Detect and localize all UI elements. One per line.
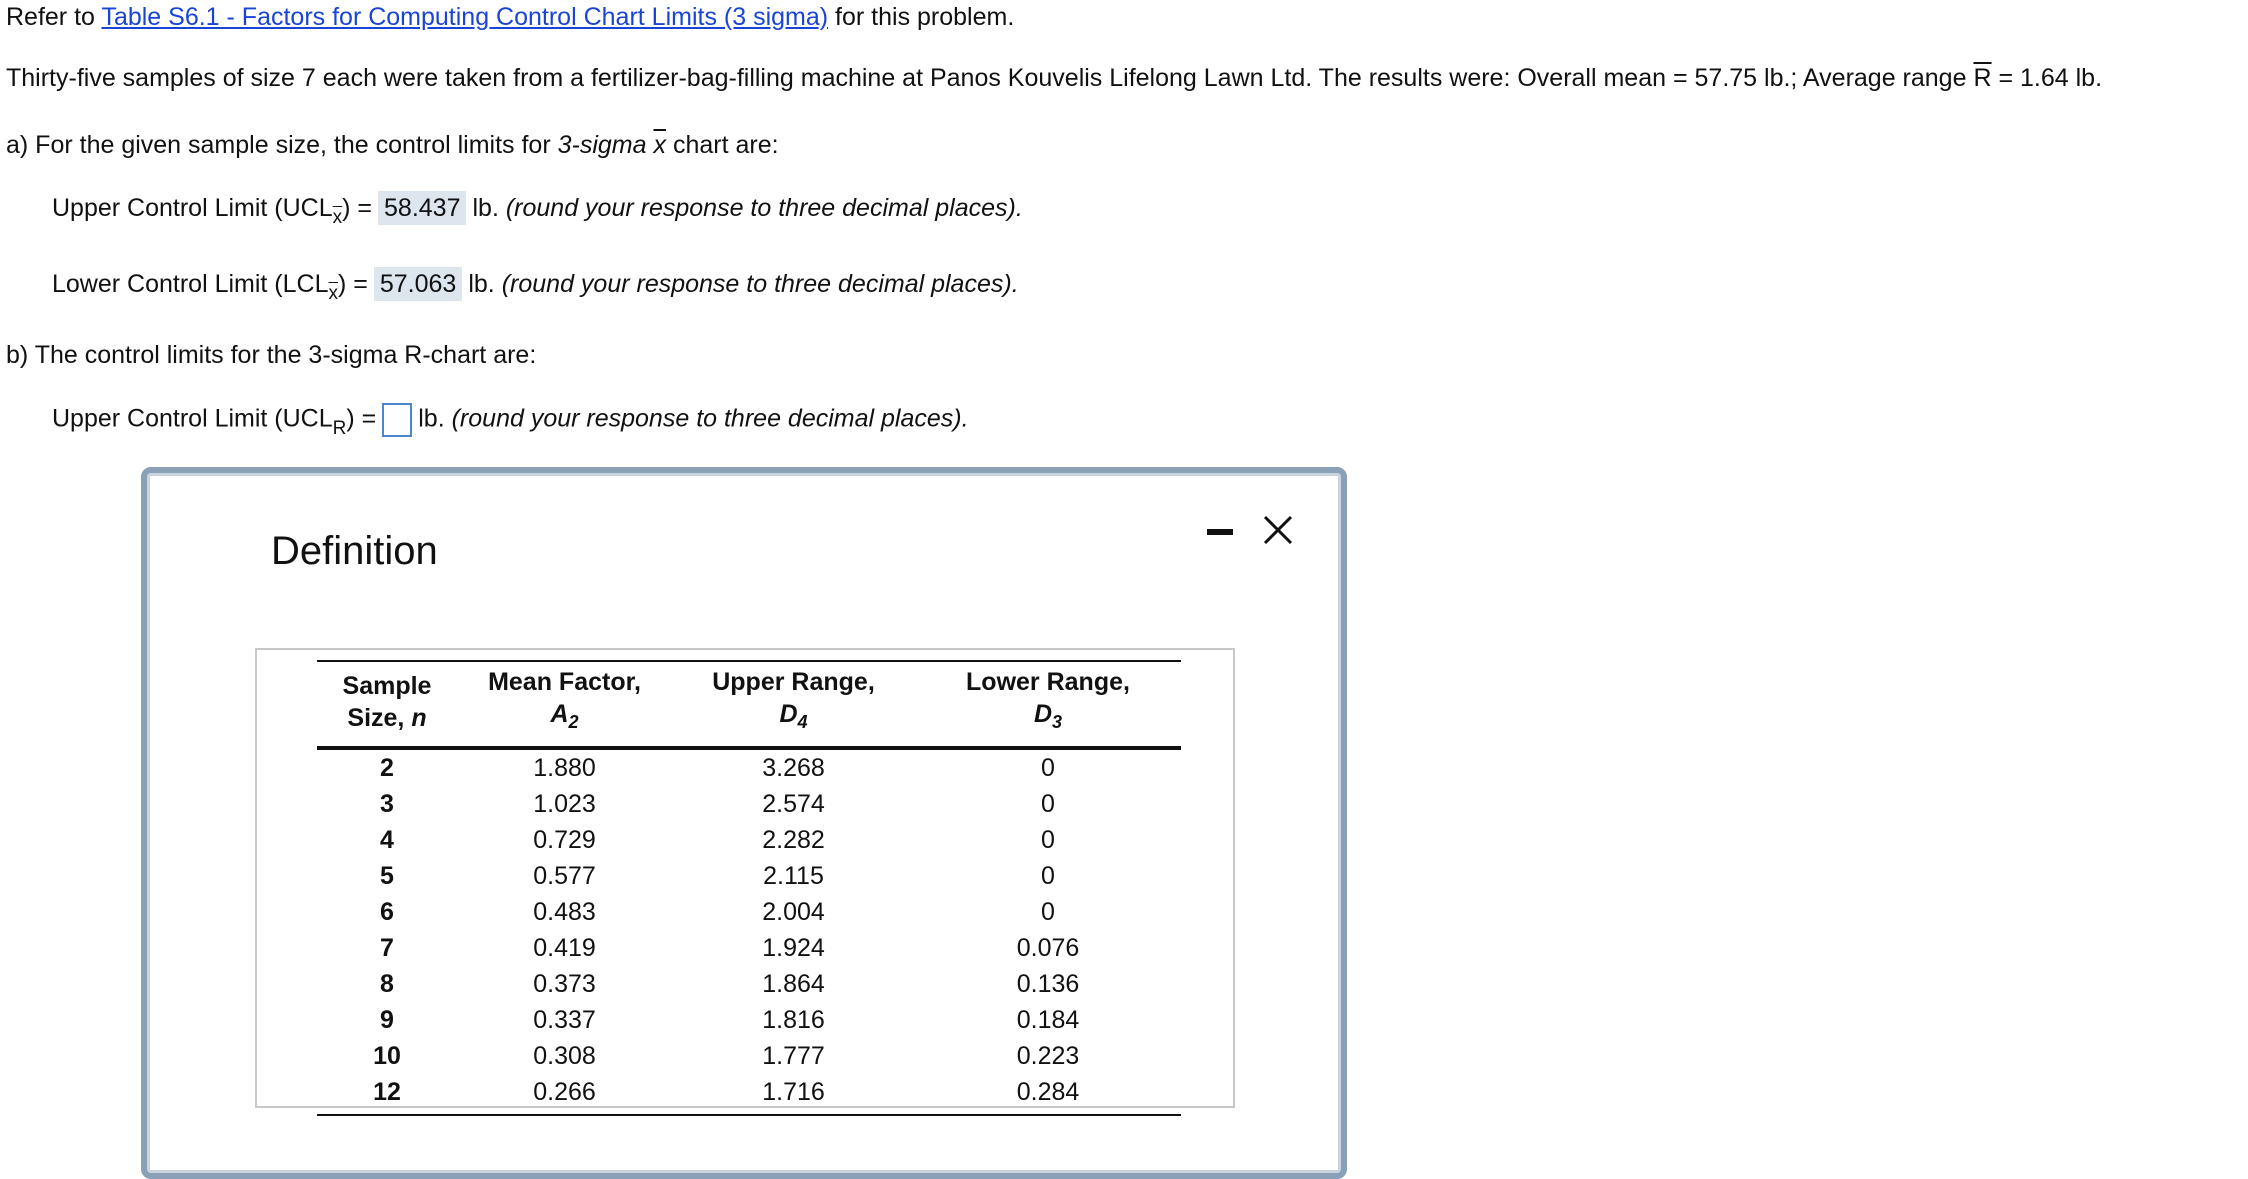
problem-statement xyxy=(6,63,2102,93)
header-sample-size xyxy=(317,661,457,748)
ucl-r-label: Upper Control Limit (UCL xyxy=(52,404,333,433)
header-n-symbol: n xyxy=(411,704,427,732)
cell-n: 2 xyxy=(380,754,394,782)
cell-a2: 0.337 xyxy=(533,1006,596,1034)
cell-n: 5 xyxy=(380,862,394,890)
lcl-xbar-sub: x xyxy=(328,283,338,304)
cell-a2: 0.419 xyxy=(533,934,596,962)
cell-d4: 1.864 xyxy=(762,970,825,998)
part-a-sigma: 3-sigma xyxy=(557,131,647,159)
ucl-r-input[interactable] xyxy=(382,403,412,437)
header-d4-sub: 4 xyxy=(797,712,808,732)
problem-text-end: = 1.64 lb. xyxy=(1998,64,2103,92)
header-a2-symbol: A xyxy=(550,700,569,728)
ucl-xbar-sub: x xyxy=(332,207,343,228)
cell-d4: 2.282 xyxy=(762,826,825,854)
cell-d4: 1.924 xyxy=(762,934,825,962)
problem-text: Thirty-five samples of size 7 each were taken from a fertilizer-bag-filling machine at Panos Kouvelis Lifelong Lawn Ltd. The results were: Overall mean = 57.75 lb.; Average range xyxy=(6,64,1967,92)
cell-a2: 0.308 xyxy=(533,1042,596,1070)
ucl-r-sub: R xyxy=(332,417,347,439)
cell-d3: 0.076 xyxy=(1016,934,1080,962)
header-d4-symbol: D xyxy=(779,700,798,728)
cell-d3: 0.136 xyxy=(1016,970,1080,998)
ucl-r-hint: (round your response to three decimal places). xyxy=(451,404,969,433)
x-bar-symbol: $\overline{x}$ xyxy=(653,131,666,159)
lcl-xbar-unit: lb. xyxy=(468,270,495,298)
cell-d4: 2.004 xyxy=(762,898,825,926)
cell-n: 10 xyxy=(373,1042,401,1070)
part-a-text-end: chart are: xyxy=(672,131,779,159)
table-row xyxy=(317,748,1181,786)
table-link[interactable]: Table S6.1 - Factors for Computing Control Chart Limits (3 sigma) xyxy=(101,3,829,31)
cell-d3: 0.223 xyxy=(1016,1042,1080,1070)
part-a-prompt xyxy=(6,130,779,160)
header-a2-line1: Mean Factor, xyxy=(488,668,641,696)
cell-a2: 0.729 xyxy=(533,826,596,854)
cell-a2: 1.023 xyxy=(533,790,596,818)
factors-table xyxy=(317,660,1181,1116)
ucl-xbar-hint: (round your response to three decimal places). xyxy=(505,194,1023,222)
header-mean-factor xyxy=(457,661,672,748)
cell-d3: 0.184 xyxy=(1016,1006,1080,1034)
cell-d4: 2.115 xyxy=(763,862,824,890)
part-b-prompt: b) The control limits for the 3-sigma R-chart are: xyxy=(6,341,537,369)
cell-d3: 0 xyxy=(1041,862,1055,890)
minimize-icon[interactable] xyxy=(1205,513,1239,547)
header-upper-range xyxy=(672,661,915,748)
cell-a2: 0.266 xyxy=(457,1074,672,1115)
definition-modal xyxy=(141,467,1347,1179)
cell-a2: 0.373 xyxy=(533,970,596,998)
cell-n: 3 xyxy=(380,790,394,818)
cell-n: 6 xyxy=(380,898,394,926)
cell-d4: 3.268 xyxy=(762,754,825,782)
modal-title: Definition xyxy=(271,529,438,573)
table-row xyxy=(317,822,1181,858)
header-d4-line1: Upper Range, xyxy=(712,668,875,696)
cell-d3: 0 xyxy=(1041,898,1055,926)
header-d3-line1: Lower Range, xyxy=(966,668,1130,696)
table-row xyxy=(317,894,1181,930)
cell-n: 12 xyxy=(317,1074,457,1115)
table-row xyxy=(317,1074,1181,1115)
table-header-row xyxy=(317,661,1181,748)
intro-line xyxy=(6,2,1014,32)
ucl-r-eq: ) = xyxy=(346,404,377,433)
cell-d3: 0 xyxy=(1041,826,1055,854)
lcl-xbar-eq: ) = xyxy=(338,270,368,298)
intro-suffix: for this problem. xyxy=(835,3,1015,31)
cell-d4: 2.574 xyxy=(762,790,825,818)
lcl-xbar-answer[interactable]: 57.063 xyxy=(374,267,462,301)
cell-n: 8 xyxy=(380,970,394,998)
factors-table-frame xyxy=(255,648,1235,1108)
ucl-xbar-label: Upper Control Limit (UCL xyxy=(52,194,333,222)
ucl-xbar-unit: lb. xyxy=(472,194,499,222)
table-row xyxy=(317,966,1181,1002)
ucl-xbar-eq: ) = xyxy=(342,194,373,222)
lcl-xbar-row xyxy=(52,267,1019,302)
ucl-r-unit: lb. xyxy=(418,404,445,433)
cell-a2: 1.880 xyxy=(533,754,596,782)
cell-n: 9 xyxy=(380,1006,394,1034)
close-glyph-icon xyxy=(1261,513,1295,547)
table-row xyxy=(317,1038,1181,1074)
cell-d4: 1.716 xyxy=(672,1074,915,1115)
cell-d4: 1.816 xyxy=(762,1006,825,1034)
cell-d3: 0 xyxy=(1041,754,1055,782)
cell-d4: 1.777 xyxy=(762,1042,825,1070)
lcl-xbar-hint: (round your response to three decimal places). xyxy=(501,270,1019,298)
lcl-xbar-label: Lower Control Limit (LCL xyxy=(52,270,329,298)
close-icon[interactable] xyxy=(1261,513,1295,547)
header-n-line2: Size, xyxy=(347,704,405,732)
header-d3-symbol: D xyxy=(1033,700,1053,728)
header-n-line1: Sample xyxy=(342,672,432,700)
cell-d3: 0 xyxy=(1041,790,1055,818)
cell-a2: 0.577 xyxy=(533,862,596,890)
cell-n: 7 xyxy=(380,934,394,962)
intro-prefix: Refer to xyxy=(6,3,95,31)
table-row xyxy=(317,1002,1181,1038)
table-row xyxy=(317,858,1181,894)
header-d3-sub: 3 xyxy=(1052,712,1063,732)
cell-n: 4 xyxy=(380,826,394,854)
header-lower-range xyxy=(915,661,1181,748)
table-row xyxy=(317,786,1181,822)
table-row xyxy=(317,930,1181,966)
part-a-text: a) For the given sample size, the control limits for xyxy=(6,131,551,159)
ucl-xbar-row xyxy=(52,191,1023,226)
cell-d3: 0.284 xyxy=(915,1074,1181,1115)
ucl-xbar-answer[interactable]: 58.437 xyxy=(378,191,466,225)
r-bar-symbol: $\overline{R}$ xyxy=(1973,64,1992,92)
header-a2-sub: 2 xyxy=(568,712,579,732)
ucl-r-row xyxy=(52,403,969,437)
cell-a2: 0.483 xyxy=(533,898,596,926)
